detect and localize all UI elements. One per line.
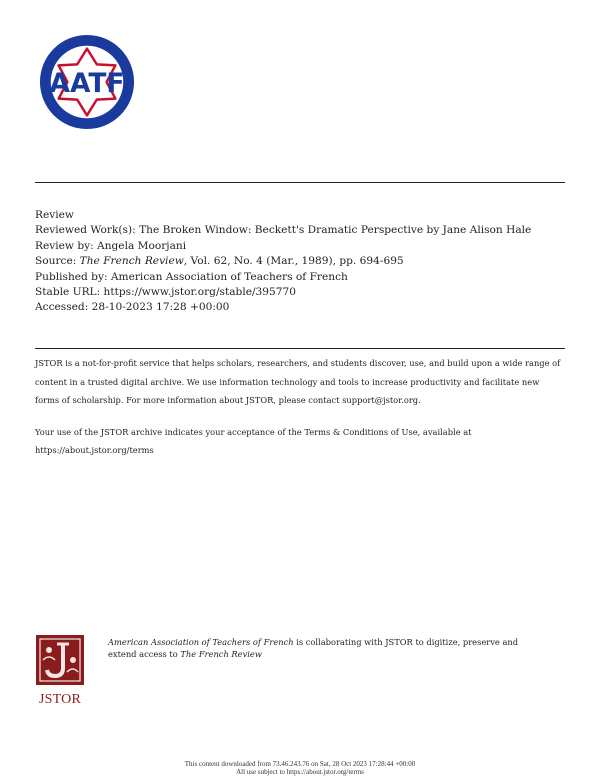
- reviewed-works: Reviewed Work(s): The Broken Window: Beckett's Dramatic Perspective by Jane Alison Hale: [35, 224, 532, 237]
- source: Source: The French Review, Vol. 62, No. 4 (Mar., 1989), pp. 694-695: [35, 255, 404, 268]
- collaboration-statement: American Association of Teachers of French is collaborating with JSTOR to digitize, preserve and extend access to The French Review: [108, 637, 519, 659]
- notice-paragraph-1: JSTOR is a not-for-profit service that helps scholars, researchers, and students discover, use, and build upon a wide range of content in a trusted digital archive. We use information technology and tools to increase productivity and facilitate new forms of scholarship. For more information about JSTOR, please contact support@jstor.org.: [35, 358, 561, 405]
- review-by: Review by: Angela Moorjani: [35, 239, 187, 252]
- middle-divider: [35, 348, 565, 349]
- footer-line-1: This content downloaded from 73.46.243.76 on Sat, 28 Oct 2023 17:28:44 +00:00: [184, 760, 416, 768]
- citation-block: [35, 208, 565, 316]
- jstor-wordmark: JSTOR: [39, 692, 81, 707]
- download-footer: [0, 760, 600, 776]
- jstor-logo: [35, 634, 85, 708]
- footer-line-2: All use subject to https://about.jstor.org/terms: [236, 768, 364, 776]
- item-type: Review: [35, 209, 74, 221]
- stable-url-link[interactable]: https://www.jstor.org/stable/395770: [103, 286, 296, 299]
- svg-text:AATF: AATF: [49, 67, 125, 99]
- top-divider: [35, 182, 565, 183]
- accessed: Accessed: 28-10-2023 17:28 +00:00: [35, 301, 230, 314]
- jstor-notice: [35, 354, 565, 460]
- aatf-logo: [38, 33, 136, 131]
- stable-url: Stable URL: https://www.jstor.org/stable/395770: [35, 286, 296, 299]
- jstor-emblem-icon: [35, 634, 85, 686]
- notice-paragraph-2: Your use of the JSTOR archive indicates your acceptance of the Terms & Conditions of Use, available at https://about.jstor.org/terms: [35, 426, 472, 455]
- published-by: Published by: American Association of Teachers of French: [35, 270, 348, 283]
